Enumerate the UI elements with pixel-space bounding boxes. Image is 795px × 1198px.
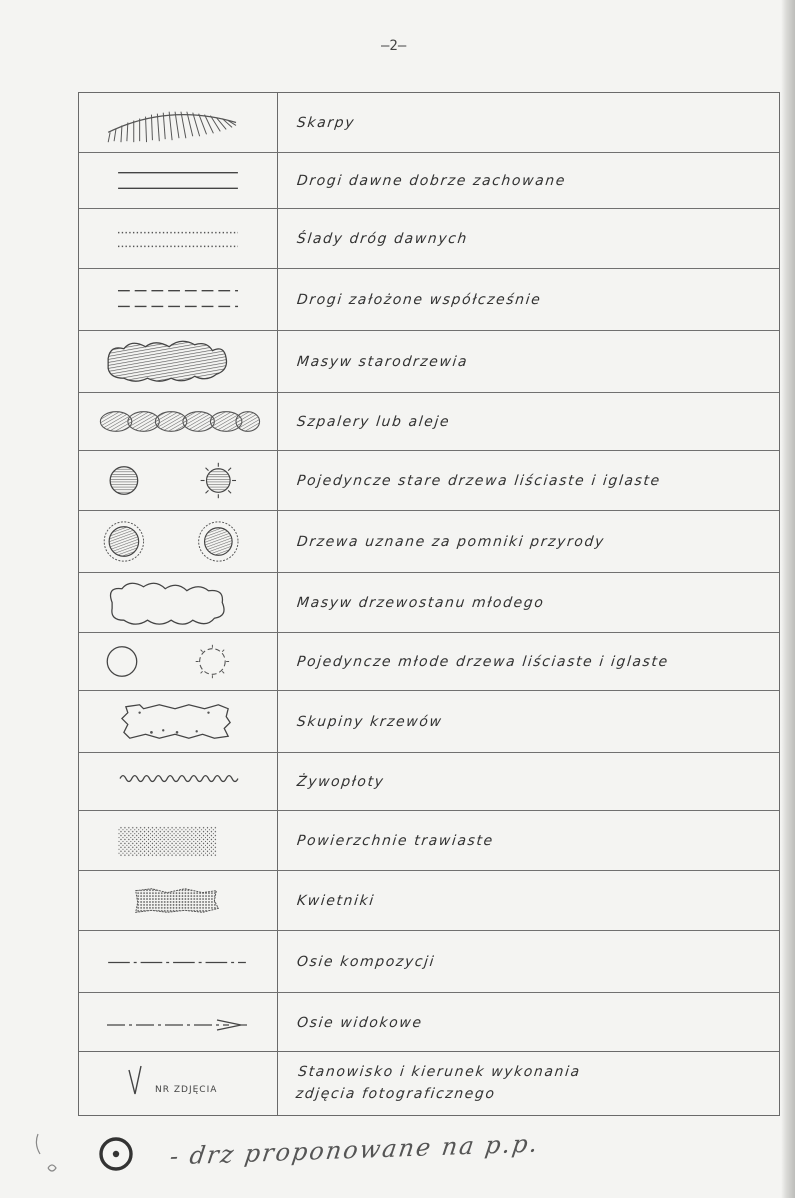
legend-row-monument-trees [79, 511, 779, 573]
legend-row-grass-areas [79, 811, 779, 871]
shrub-group-symbol [79, 691, 277, 752]
legend-label: Osie kompozycji [296, 953, 436, 970]
legend-label: Skupiny krzewów [296, 713, 444, 730]
legend-row-single-young-trees [79, 633, 779, 691]
legend-row-road-traces [79, 209, 779, 269]
tree-row-symbol [79, 393, 277, 450]
legend-label: Drogi założone współcześnie [296, 291, 543, 308]
legend-row-flowerbeds [79, 871, 779, 931]
legend-label: Szpalery lub aleje [296, 413, 452, 430]
old-tree-mass-symbol [79, 331, 277, 392]
legend-row-skarpy [79, 93, 779, 153]
page-number: —2— [381, 38, 407, 54]
photo-point-symbol [79, 1052, 277, 1114]
note-text: - drz proponowane na p.p. [168, 1129, 542, 1171]
hedge-symbol [79, 753, 277, 810]
legend-row-tree-rows [79, 393, 779, 451]
handwritten-note [30, 1124, 550, 1184]
legend-row-shrub-groups [79, 691, 779, 753]
legend-label: Skarpy [296, 114, 356, 131]
circled-dot-icon [30, 1124, 170, 1184]
single-old-trees-symbol [79, 451, 277, 510]
grass-area-symbol [79, 811, 277, 870]
legend-row-old-roads [79, 153, 779, 209]
legend-row-single-old-trees [79, 451, 779, 511]
legend-label: Stanowisko i kierunek wykonania zdjęcia fotograficznego [295, 1064, 582, 1102]
legend-row-hedges [79, 753, 779, 811]
legend-label: Drzewa uznane za pomniki przyrody [296, 533, 606, 550]
legend-row-modern-roads [79, 269, 779, 331]
view-axis-symbol [79, 993, 277, 1053]
legend-label: Ślady dróg dawnych [296, 230, 469, 247]
legend-row-young-stand [79, 573, 779, 633]
single-young-trees-symbol [79, 633, 277, 690]
photo-number-label: NR ZDJĘCIA [155, 1085, 218, 1095]
legend-table-last-row [78, 1052, 780, 1116]
legend-label: Masyw drzewostanu młodego [296, 594, 546, 611]
page-edge-shadow [781, 0, 795, 1198]
legend-table [78, 92, 780, 1052]
legend-label: Powierzchnie trawiaste [296, 832, 495, 849]
legend-label: Pojedyncze młode drzewa liściaste i iglaste [296, 653, 670, 670]
legend-label: Pojedyncze stare drzewa liściaste i iglaste [296, 472, 662, 489]
dashed-double-line-symbol [79, 269, 277, 330]
legend-row-old-tree-mass [79, 331, 779, 393]
legend-row-photo-point [79, 1052, 779, 1114]
legend-row-composition-axes [79, 931, 779, 993]
skarpy-symbol [79, 93, 277, 152]
flowerbed-symbol [79, 871, 277, 930]
legend-label: Masyw starodrzewia [296, 353, 469, 370]
legend-label: Osie widokowe [296, 1015, 424, 1031]
legend-label: Żywopłoty [296, 773, 386, 790]
solid-double-line-symbol [79, 153, 277, 208]
monument-trees-symbol [79, 511, 277, 572]
legend-row-view-axes [79, 993, 779, 1053]
legend-label: Kwietniki [296, 892, 376, 909]
composition-axis-symbol [79, 931, 277, 992]
legend-label: Drogi dawne dobrze zachowane [296, 172, 567, 189]
dotted-double-line-symbol [79, 209, 277, 268]
young-stand-symbol [79, 573, 277, 632]
